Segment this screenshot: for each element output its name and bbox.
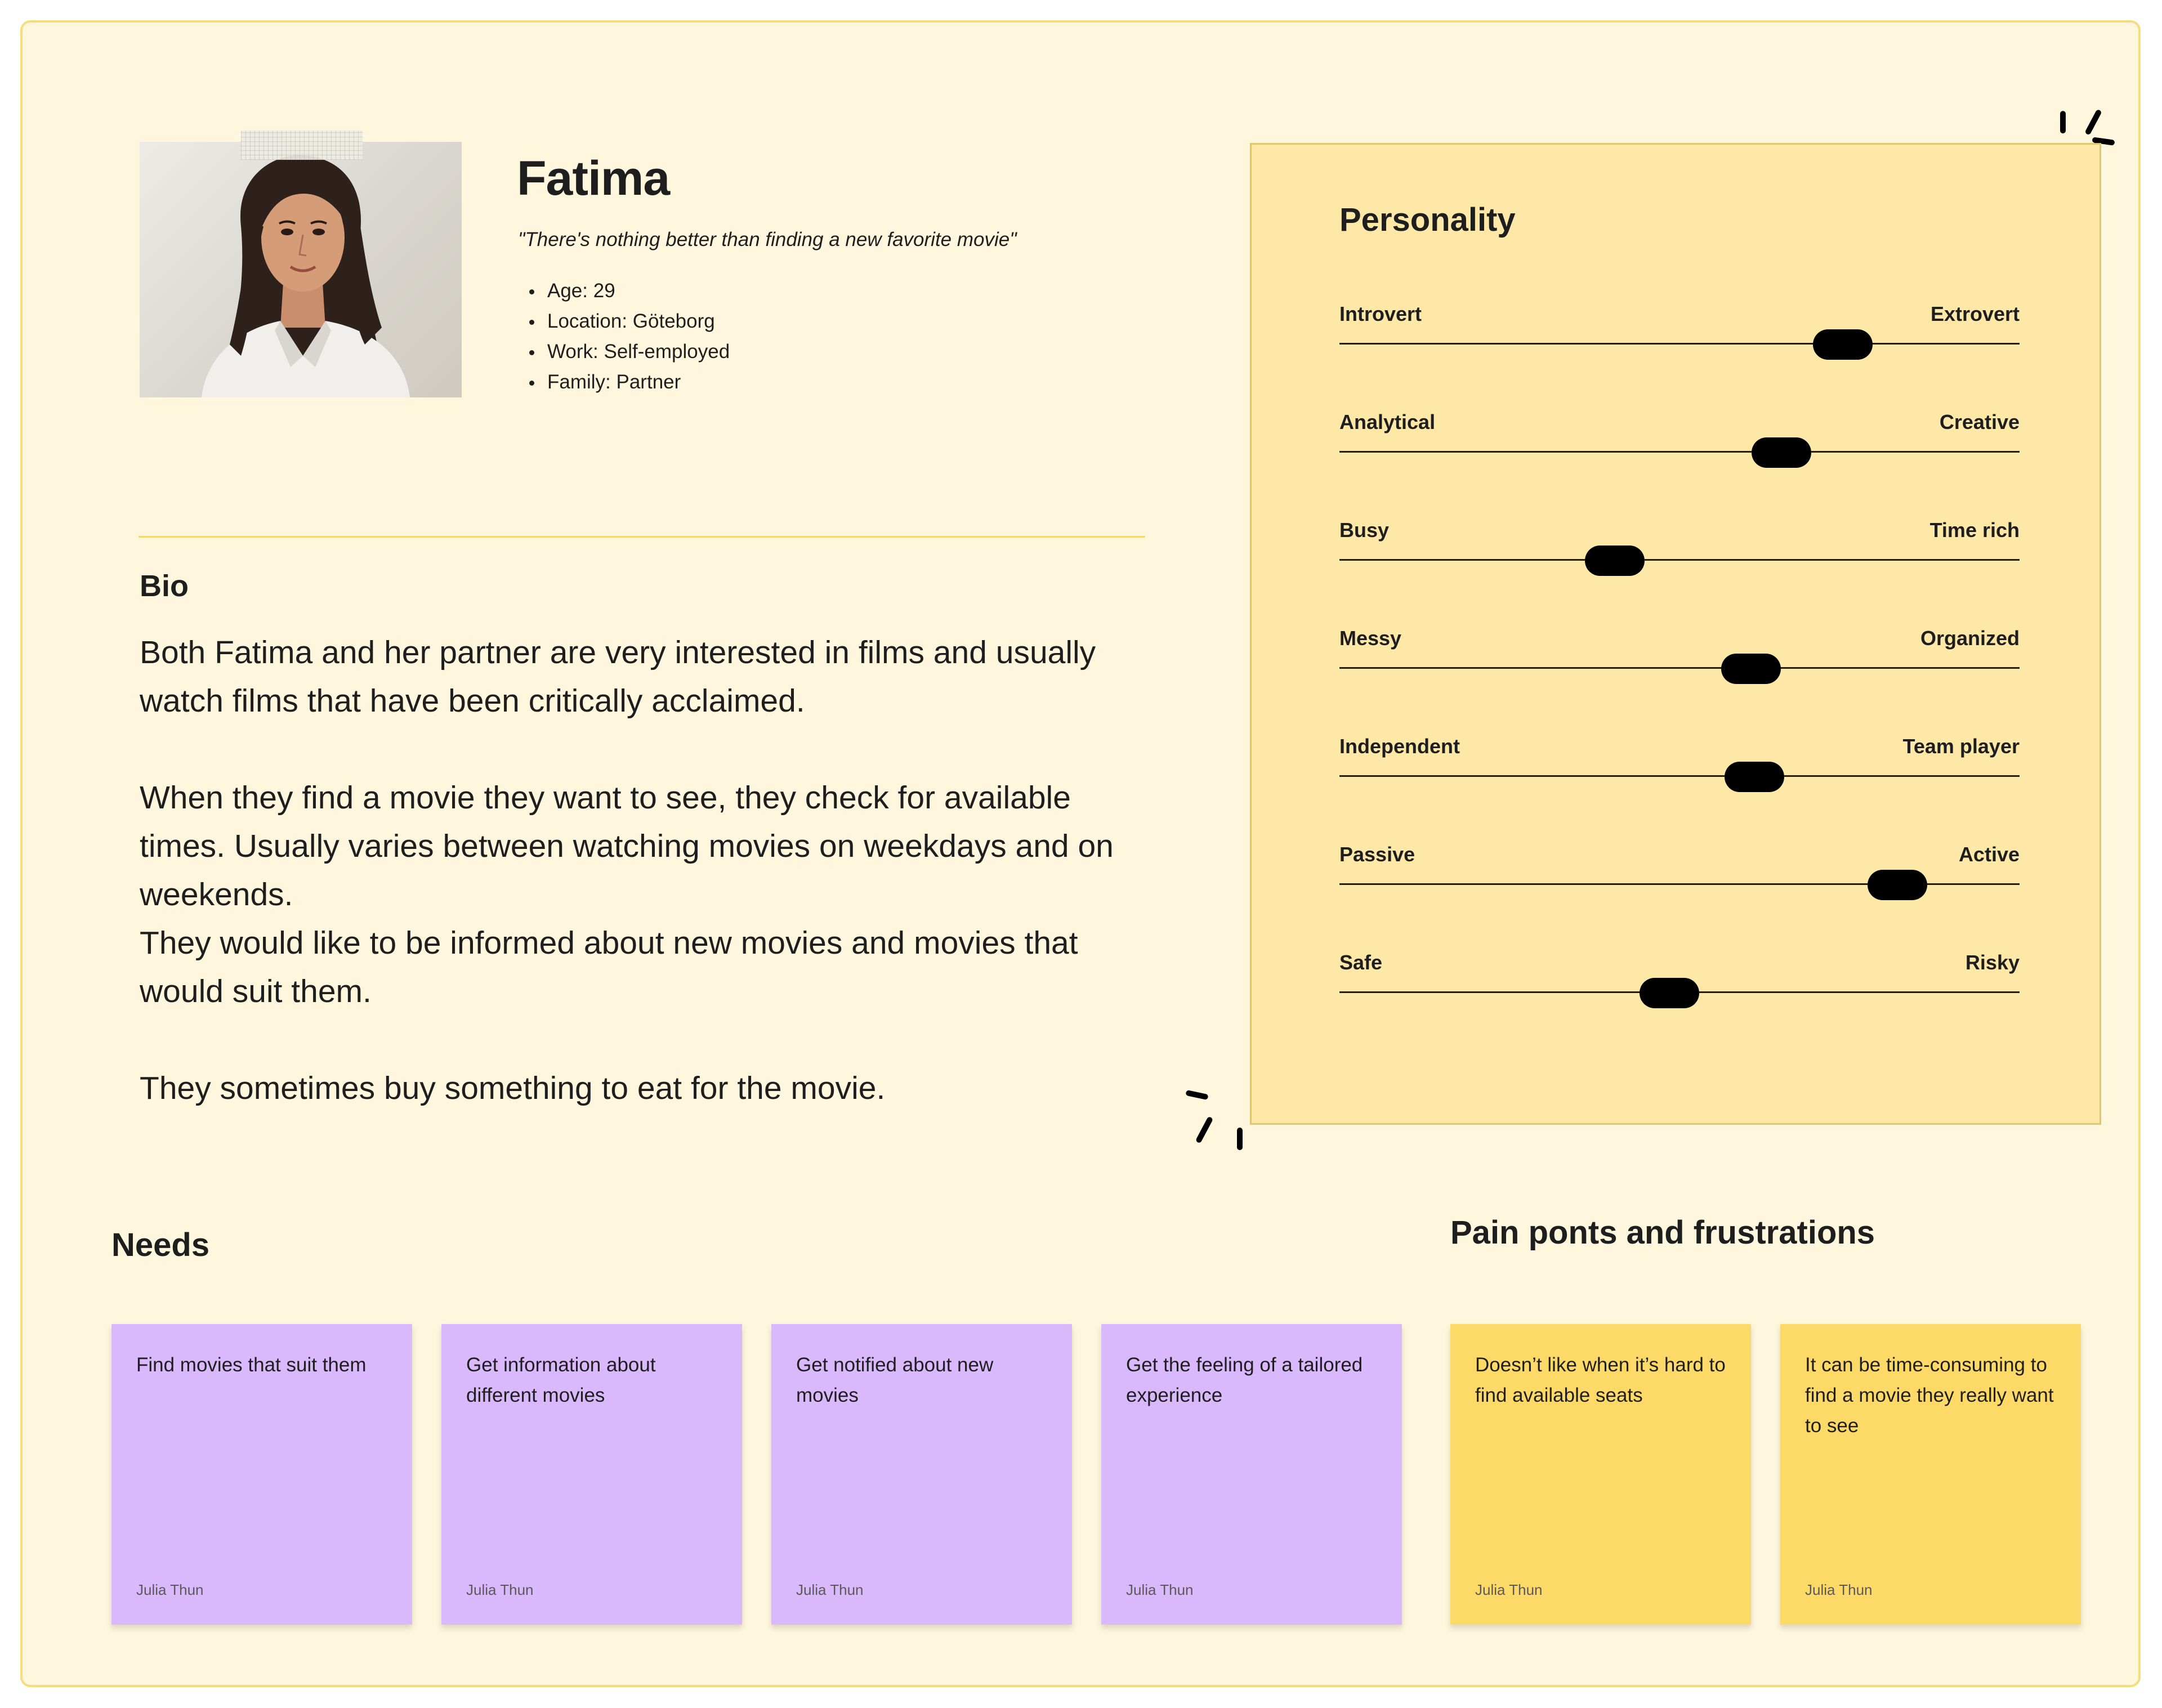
sparkle-accent: [2060, 111, 2066, 133]
slider-track: [1339, 775, 2020, 777]
note-text: Find movies that suit them: [136, 1354, 367, 1376]
trait-left-label: Messy: [1339, 627, 1402, 650]
sparkle-accent: [1237, 1128, 1243, 1150]
persona-board: [20, 20, 2141, 1687]
persona-photo: [140, 142, 462, 397]
bio-heading: Bio: [140, 569, 189, 603]
fact-work: Work: Self-employed: [518, 337, 730, 367]
personality-title: Personality: [1339, 202, 1516, 238]
persona-photo-frame: [140, 142, 462, 397]
needs-note[interactable]: [111, 1324, 412, 1625]
slider-track: [1339, 343, 2020, 345]
needs-title: Needs: [111, 1227, 210, 1263]
trait-slider[interactable]: [1339, 843, 2020, 910]
sparkle-accent: [2084, 109, 2102, 135]
slider-handle[interactable]: [1640, 978, 1699, 1008]
trait-left-label: Introvert: [1339, 302, 1422, 325]
slider-handle[interactable]: [1725, 762, 1784, 792]
persona-facts: [518, 276, 730, 397]
fact-location: Location: Göteborg: [518, 306, 730, 337]
needs-note[interactable]: [441, 1324, 742, 1625]
trait-slider[interactable]: [1339, 410, 2020, 478]
note-author: Julia Thun: [1805, 1581, 1873, 1598]
trait-right-label: Team player: [1902, 735, 2020, 758]
slider-track: [1339, 559, 2020, 561]
bio-paragraph: They sometimes buy something to eat for the movie.: [140, 1070, 886, 1106]
sparkle-accent: [1185, 1090, 1208, 1100]
personality-panel: [1250, 143, 2101, 1125]
note-author: Julia Thun: [466, 1581, 534, 1598]
section-divider: [139, 536, 1145, 538]
fact-age: Age: 29: [518, 276, 730, 306]
note-author: Julia Thun: [136, 1581, 204, 1598]
slider-track: [1339, 451, 2020, 453]
trait-left-label: Passive: [1339, 843, 1415, 866]
pain-points-title: Pain ponts and frustrations: [1450, 1214, 1875, 1251]
trait-right-label: Risky: [1965, 951, 2020, 974]
slider-handle[interactable]: [1721, 654, 1781, 684]
sparkle-accent: [1195, 1116, 1213, 1144]
persona-quote: "There's nothing better than finding a new favorite movie": [518, 229, 1017, 251]
trait-slider[interactable]: [1339, 302, 2020, 370]
bio-paragraph: When they find a movie they want to see, they check for available times. Usually varies between watching movies on weekdays and on weekends.: [140, 780, 1114, 913]
slider-handle[interactable]: [1752, 437, 1811, 468]
trait-slider[interactable]: [1339, 735, 2020, 802]
trait-right-label: Creative: [1939, 410, 2020, 433]
slider-track: [1339, 667, 2020, 669]
pain-point-note[interactable]: [1780, 1324, 2081, 1625]
note-text: Get the feeling of a tailored experience: [1126, 1354, 1363, 1406]
slider-handle[interactable]: [1868, 870, 1927, 900]
trait-left-label: Safe: [1339, 951, 1383, 974]
slider-handle[interactable]: [1813, 329, 1873, 360]
needs-note[interactable]: [771, 1324, 1072, 1625]
pain-point-note[interactable]: [1450, 1324, 1751, 1625]
note-author: Julia Thun: [1475, 1581, 1543, 1598]
trait-left-label: Independent: [1339, 735, 1460, 758]
bio-paragraph: Both Fatima and her partner are very interested in films and usually watch films that have been critically acclaimed.: [140, 634, 1096, 719]
trait-left-label: Busy: [1339, 518, 1390, 542]
fact-family: Family: Partner: [518, 367, 730, 397]
persona-name: Fatima: [517, 151, 670, 205]
trait-right-label: Active: [1958, 843, 2020, 866]
note-author: Julia Thun: [796, 1581, 864, 1598]
note-text: It can be time-consuming to find a movie they really want to see: [1805, 1354, 2054, 1437]
trait-slider[interactable]: [1339, 951, 2020, 1018]
trait-slider[interactable]: [1339, 518, 2020, 586]
slider-handle[interactable]: [1585, 546, 1645, 576]
note-text: Get notified about new movies: [796, 1354, 994, 1406]
trait-left-label: Analytical: [1339, 410, 1436, 433]
trait-right-label: Time rich: [1929, 518, 2020, 542]
tape-strip: [241, 131, 363, 160]
note-text: Doesn’t like when it’s hard to find available seats: [1475, 1354, 1726, 1406]
bio-text: [140, 628, 1147, 1112]
needs-note[interactable]: [1101, 1324, 1402, 1625]
note-text: Get information about different movies: [466, 1354, 656, 1406]
trait-slider[interactable]: [1339, 627, 2020, 694]
trait-right-label: Extrovert: [1930, 302, 2020, 325]
bio-paragraph: They would like to be informed about new movies and movies that would suit them.: [140, 925, 1078, 1009]
note-author: Julia Thun: [1126, 1581, 1194, 1598]
trait-right-label: Organized: [1920, 627, 2020, 650]
